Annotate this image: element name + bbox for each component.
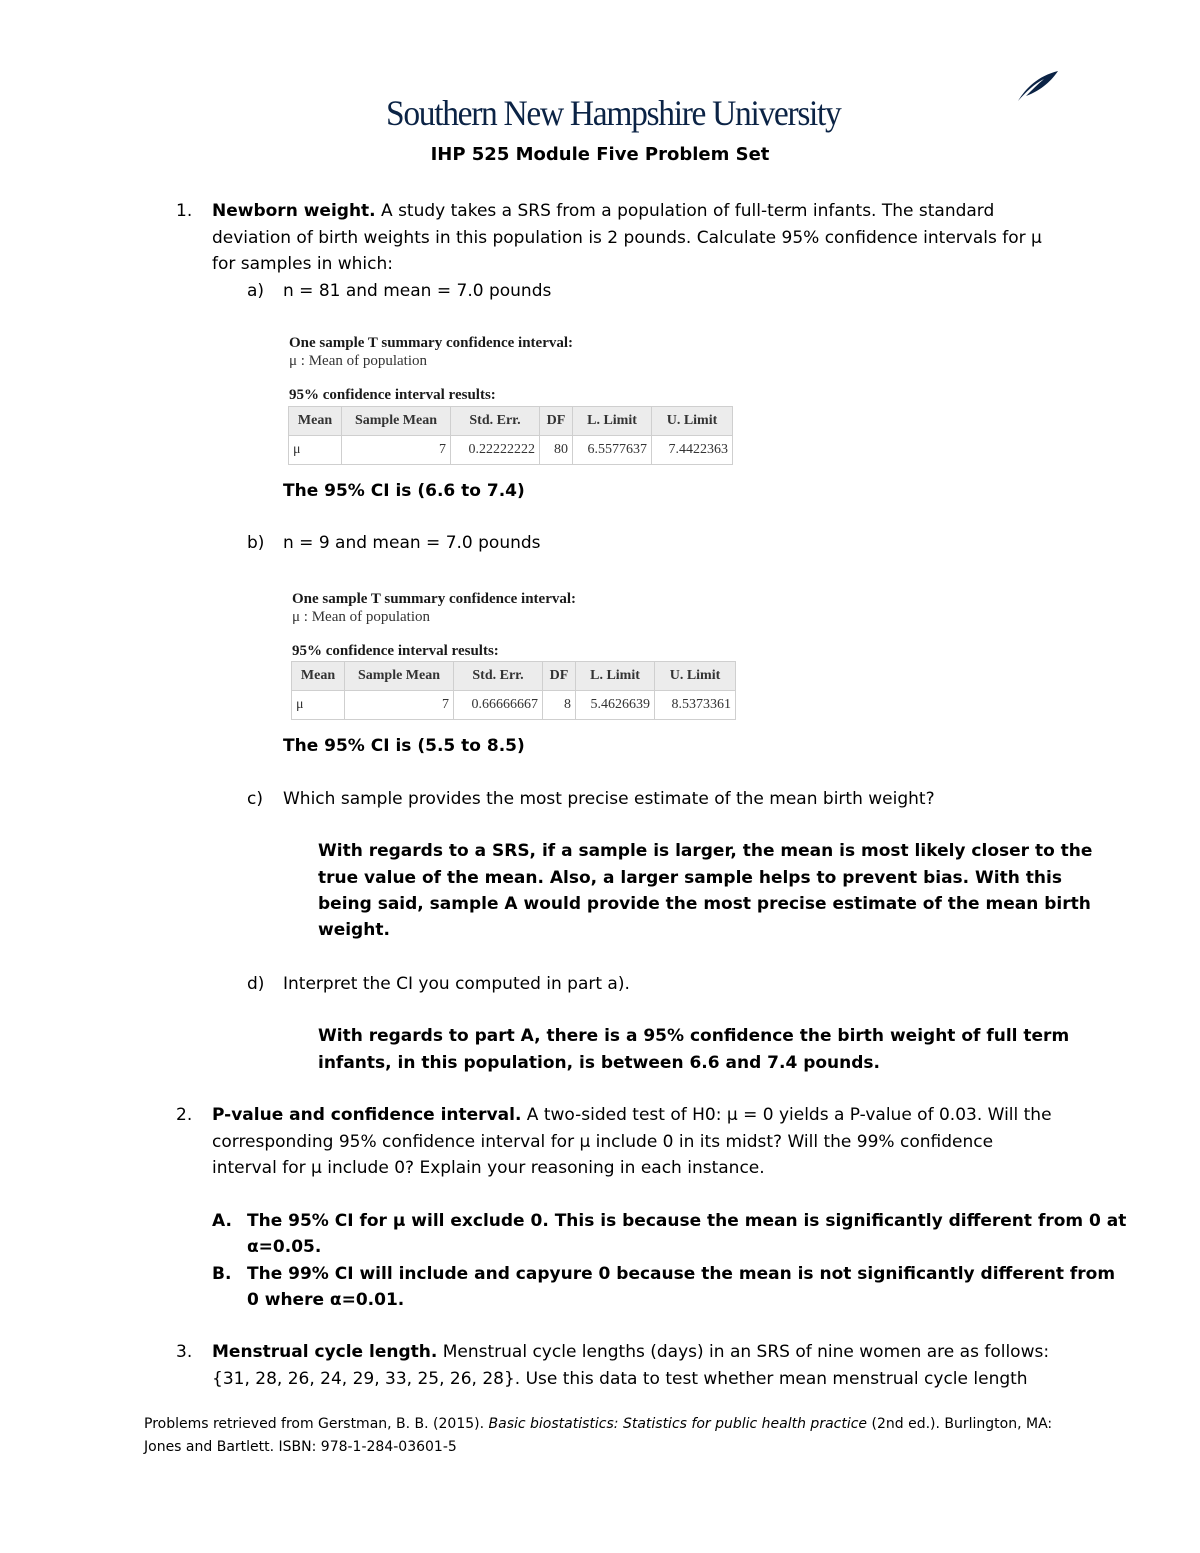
q1a-output-results-label: 95% confidence interval results:	[289, 387, 496, 403]
q1c-answer-line: true value of the mean. Also, a larger sample helps to prevent bias. With this	[318, 868, 1062, 888]
q1b-text: n = 9 and mean = 7.0 pounds	[283, 533, 541, 553]
col-header: U. Limit	[652, 407, 733, 436]
footer-post: (2nd ed.). Burlington, MA:	[867, 1416, 1053, 1432]
q2-text-1: A two-sided test of H0: μ = 0 yields a P-value of 0.03. Will the	[521, 1105, 1052, 1125]
q3-text-1: Menstrual cycle lengths (days) in an SRS of nine women are as follows:	[437, 1342, 1050, 1362]
document-title: IHP 525 Module Five Problem Set	[430, 144, 770, 165]
q1c-label: c)	[247, 789, 263, 809]
q1-line-3: for samples in which:	[212, 254, 393, 274]
q2B-line-2: 0 where α=0.01.	[247, 1290, 405, 1310]
q1d-answer-line: With regards to part A, there is a 95% confidence the birth weight of full term	[318, 1026, 1070, 1046]
q1-line-1	[212, 198, 994, 224]
table-cell: 6.5577637	[573, 436, 652, 465]
q1c-text: Which sample provides the most precise estimate of the mean birth weight?	[283, 789, 935, 809]
table-cell: 7.4422363	[652, 436, 733, 465]
q1a-results-table	[288, 406, 733, 465]
col-header: Mean	[289, 407, 342, 436]
q1c-answer-line: being said, sample A would provide the most precise estimate of the mean birth	[318, 894, 1091, 914]
table-cell: 5.4626639	[576, 691, 655, 720]
q1b-label: b)	[247, 533, 265, 553]
table-cell: 7	[342, 436, 451, 465]
q1-number: 1.	[176, 201, 193, 221]
col-header: DF	[543, 662, 576, 691]
q1b-output-title: One sample T summary confidence interval:	[292, 591, 577, 607]
q2A-line-1: The 95% CI for μ will exclude 0. This is because the mean is significantly different from 0 at	[247, 1211, 1127, 1231]
col-header: U. Limit	[655, 662, 736, 691]
q2-line-2: corresponding 95% confidence interval for μ include 0 in its midst? Will the 99% confidence	[212, 1132, 994, 1152]
q1a-text: n = 81 and mean = 7.0 pounds	[283, 281, 552, 301]
q2A-label: A.	[212, 1211, 232, 1231]
q2-line-3: interval for μ include 0? Explain your reasoning in each instance.	[212, 1158, 765, 1178]
col-header: Std. Err.	[454, 662, 543, 691]
q1d-label: d)	[247, 974, 265, 994]
table-cell: 80	[540, 436, 573, 465]
q2-line-1	[212, 1102, 1052, 1128]
col-header: Sample Mean	[345, 662, 454, 691]
q1-line-2: deviation of birth weights in this population is 2 pounds. Calculate 95% confidence intervals for μ	[212, 228, 1042, 248]
col-header: Std. Err.	[451, 407, 540, 436]
table-cell: 0.66666667	[454, 691, 543, 720]
logo-wordmark: Southern New Hampshire University	[386, 93, 841, 133]
q1b-answer: The 95% CI is (5.5 to 8.5)	[283, 736, 525, 756]
col-header: Mean	[292, 662, 345, 691]
table-header-row	[292, 662, 736, 691]
q3-lead: Menstrual cycle length.	[212, 1342, 438, 1362]
col-header: L. Limit	[573, 407, 652, 436]
q1d-answer-line: infants, in this population, is between 6.6 and 7.4 pounds.	[318, 1053, 880, 1073]
col-header: L. Limit	[576, 662, 655, 691]
footer-citation-line-2: Jones and Bartlett. ISBN: 978-1-284-03601-5	[144, 1439, 457, 1455]
q2-lead: P-value and confidence interval.	[212, 1105, 522, 1125]
q1a-output-title: One sample T summary confidence interval:	[289, 335, 574, 351]
table-cell: 8.5373361	[655, 691, 736, 720]
table-cell: 7	[345, 691, 454, 720]
q1a-answer: The 95% CI is (6.6 to 7.4)	[283, 481, 525, 501]
table-row	[289, 436, 733, 465]
footer-pre: Problems retrieved from Gerstman, B. B. (2015).	[144, 1416, 489, 1432]
q1-text-1: A study takes a SRS from a population of full-term infants. The standard	[375, 201, 995, 221]
q1b-output-subtitle: μ : Mean of population	[292, 609, 431, 625]
q3-number: 3.	[176, 1342, 193, 1362]
q2A-line-2: α=0.05.	[247, 1237, 322, 1257]
col-header: DF	[540, 407, 573, 436]
q3-line-2: {31, 28, 26, 24, 29, 33, 25, 26, 28}. Use this data to test whether mean menstrual cycle length	[212, 1369, 1028, 1389]
q1-lead: Newborn weight.	[212, 201, 376, 221]
quill-leaf-icon	[1016, 70, 1060, 102]
university-logo	[386, 70, 841, 136]
q1c-answer-line: weight.	[318, 920, 390, 940]
q1c-answer-line: With regards to a SRS, if a sample is larger, the mean is most likely closer to the	[318, 841, 1093, 861]
q2-number: 2.	[176, 1105, 193, 1125]
table-cell: μ	[289, 436, 342, 465]
q2B-line-1: The 99% CI will include and capyure 0 because the mean is not significantly different from	[247, 1264, 1116, 1284]
table-cell: 0.22222222	[451, 436, 540, 465]
q1b-results-table	[291, 661, 736, 720]
q1a-label: a)	[247, 281, 265, 301]
table-cell: 8	[543, 691, 576, 720]
q1b-output-results-label: 95% confidence interval results:	[292, 643, 499, 659]
q1a-output-subtitle: μ : Mean of population	[289, 353, 428, 369]
footer-citation-line-1	[144, 1413, 1052, 1435]
table-header-row	[289, 407, 733, 436]
table-row	[292, 691, 736, 720]
col-header: Sample Mean	[342, 407, 451, 436]
table-cell: μ	[292, 691, 345, 720]
footer-book-title: Basic biostatistics: Statistics for public health practice	[488, 1416, 868, 1432]
q1d-text: Interpret the CI you computed in part a).	[283, 974, 630, 994]
q3-line-1	[212, 1339, 1049, 1365]
q2B-label: B.	[212, 1264, 232, 1284]
